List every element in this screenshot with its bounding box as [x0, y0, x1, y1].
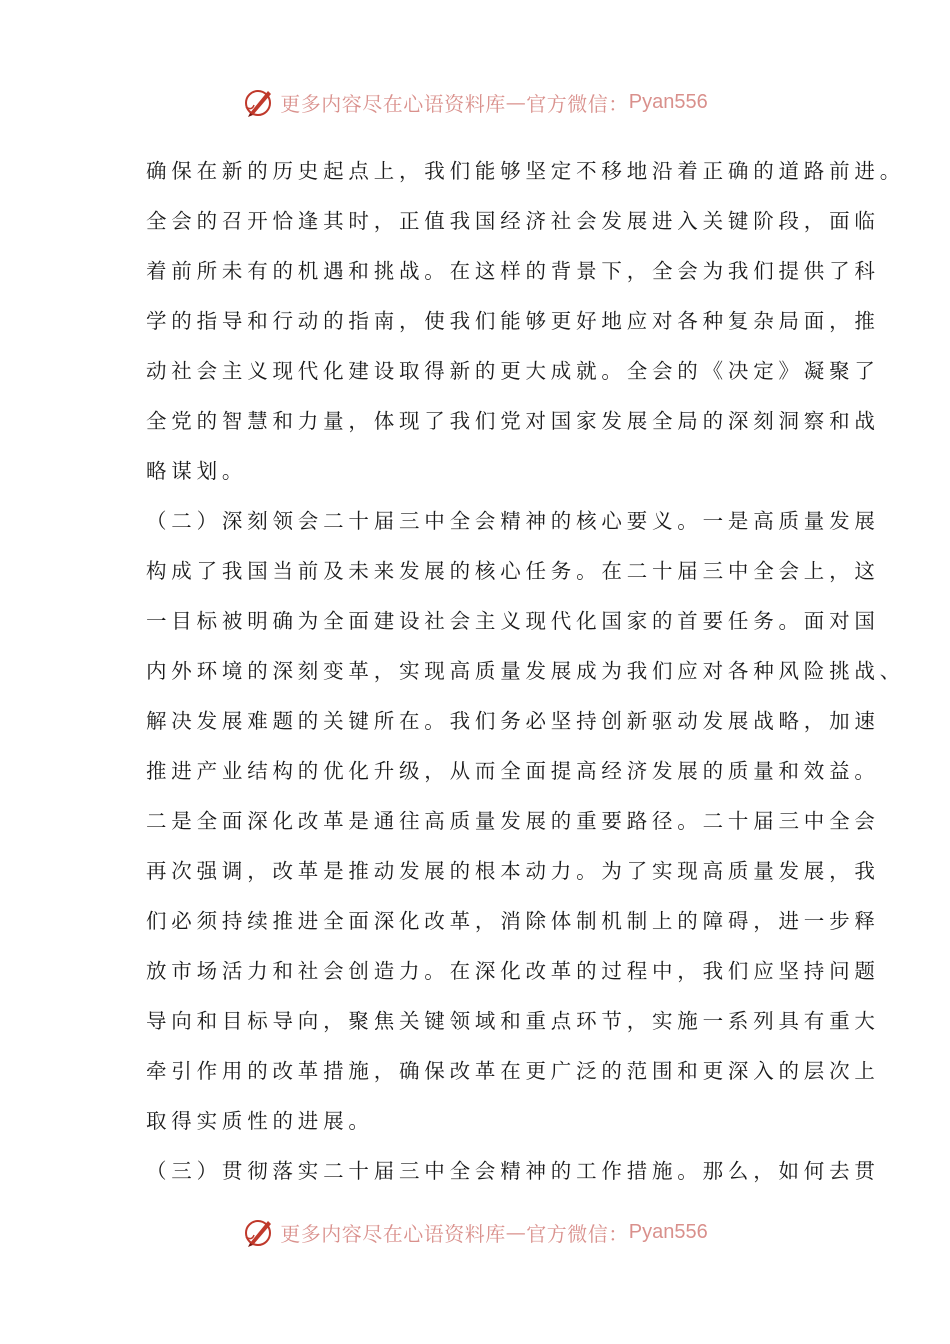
body-line: 再次强调，改革是推动发展的根本动力。为了实现高质量发展，我 [146, 859, 880, 883]
body-line: 全会的召开恰逢其时，正值我国经济社会发展进入关键阶段，面临 [146, 209, 880, 233]
body-line: 全党的智慧和力量，体现了我们党对国家发展全局的深刻洞察和战 [146, 409, 880, 433]
banner-dash: — [505, 90, 527, 114]
banner-brand-text: 更多内容尽在心语资料库 [280, 1221, 506, 1246]
body-line: 取得实质性的进展。 [146, 1109, 374, 1133]
body-line: 导向和目标导向，聚焦关键领域和重点环节，实施一系列具有重大 [146, 1009, 880, 1033]
pen-quill-logo-icon [242, 85, 276, 119]
body-line: 构成了我国当前及未来发展的核心任务。在二十届三中全会上，这 [146, 559, 880, 583]
banner-dash: — [505, 1220, 527, 1244]
banner-wechat-label: 官方微信： [526, 1221, 629, 1246]
body-line: 着前所未有的机遇和挑战。在这样的背景下，全会为我们提供了科 [146, 259, 880, 283]
banner-brand-text: 更多内容尽在心语资料库 [280, 91, 506, 116]
header-banner [0, 82, 950, 122]
body-line: 一目标被明确为全面建设社会主义现代化国家的首要任务。面对国 [146, 609, 880, 633]
section-heading-line: （二）深刻领会二十届三中全会精神的核心要义。一是高质量发展 [146, 509, 880, 533]
body-line: 内外环境的深刻变革，实现高质量发展成为我们应对各种风险挑战、 [146, 659, 905, 683]
body-line: 学的指导和行动的指南，使我们能够更好地应对各种复杂局面，推 [146, 309, 880, 333]
banner-wechat-id: Pyan556 [628, 1220, 708, 1243]
footer-banner [0, 1212, 950, 1252]
body-line: 解决发展难题的关键所在。我们务必坚持创新驱动发展战略，加速 [146, 709, 880, 733]
body-line: 牵引作用的改革措施，确保改革在更广泛的范围和更深入的层次上 [146, 1059, 880, 1083]
body-line: 们必须持续推进全面深化改革，消除体制机制上的障碍，进一步释 [146, 909, 880, 933]
banner-wechat-label: 官方微信： [526, 91, 629, 116]
body-line: 二是全面深化改革是通往高质量发展的重要路径。二十届三中全会 [146, 809, 880, 833]
body-line: 动社会主义现代化建设取得新的更大成就。全会的《决定》凝聚了 [146, 359, 880, 383]
section-heading-line: （三）贯彻落实二十届三中全会精神的工作措施。那么，如何去贯 [146, 1159, 880, 1183]
banner-wechat-id: Pyan556 [628, 90, 708, 113]
body-line: 推进产业结构的优化升级，从而全面提高经济发展的质量和效益。 [146, 759, 880, 783]
document-body [146, 146, 905, 1196]
body-line: 略谋划。 [146, 459, 248, 483]
pen-quill-logo-icon [242, 1215, 276, 1249]
body-line: 放市场活力和社会创造力。在深化改革的过程中，我们应坚持问题 [146, 959, 880, 983]
body-line: 确保在新的历史起点上，我们能够坚定不移地沿着正确的道路前进。 [146, 159, 905, 183]
